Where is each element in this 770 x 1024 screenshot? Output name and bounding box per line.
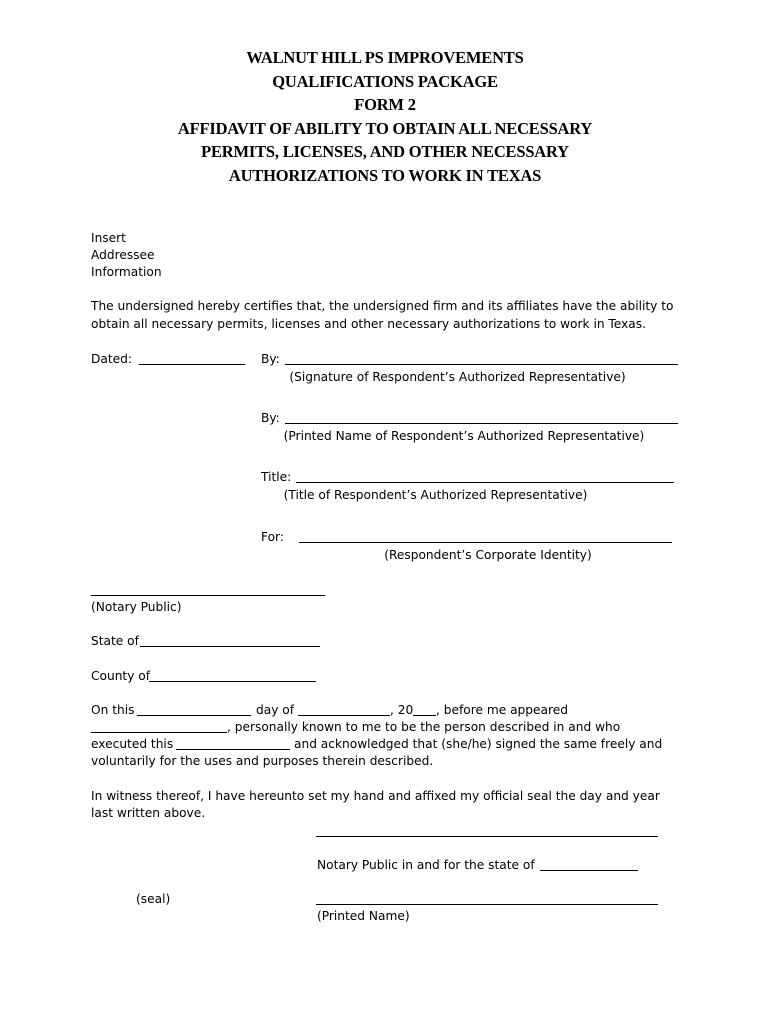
on-this-label: On this <box>91 703 135 717</box>
addressee-line-insert: Insert <box>91 231 126 245</box>
seal-label: (seal) <box>136 892 171 906</box>
corporate-identity-field-line[interactable] <box>299 542 672 543</box>
title-line-permits: PERMITS, LICENSES, AND OTHER NECESSARY <box>201 142 569 161</box>
executed-this-label: executed this <box>91 737 174 751</box>
by-printed-name-label: By: <box>261 411 280 425</box>
acknowledged-text: and acknowledged that (she/he) signed the same freely and <box>294 737 663 751</box>
for-label: For: <box>261 530 284 544</box>
form-title <box>0 46 770 187</box>
title-line-authorizations: AUTHORIZATIONS TO WORK IN TEXAS <box>228 165 542 185</box>
title-line-affidavit: AFFIDAVIT OF ABILITY TO OBTAIN ALL NECESSARY <box>177 118 593 138</box>
printed-name-label: (Printed Name) <box>317 909 410 923</box>
notary-official-signature-line[interactable] <box>316 836 658 837</box>
appeared-person-field-line[interactable] <box>91 732 227 733</box>
printed-name-caption: (Printed Name of Respondent’s Authorized Representative) <box>283 429 645 443</box>
witness-line-1: In witness thereof, I have hereunto set my hand and affixed my official seal the day and year <box>91 789 660 803</box>
state-of-label: State of <box>91 634 139 648</box>
year-field-line[interactable] <box>413 715 436 716</box>
title-line-package: QUALIFICATIONS PACKAGE <box>272 71 498 91</box>
corporate-identity-caption: (Respondent’s Corporate Identity) <box>384 548 592 562</box>
witness-line-2: last written above. <box>91 806 206 820</box>
personally-known-text: , personally known to me to be the person described in and who <box>227 720 621 734</box>
signature-caption: (Signature of Respondent’s Authorized Representative) <box>289 370 626 384</box>
printed-name-field-line[interactable] <box>285 423 678 424</box>
notary-state-label: Notary Public in and for the state of <box>317 858 535 872</box>
county-of-label: County of <box>91 669 151 683</box>
certification-line-2: obtain all necessary permits, licenses and other necessary authorizations to work in Texas. <box>91 317 646 331</box>
by-signature-label: By: <box>261 352 280 366</box>
notary-state-field-line[interactable] <box>540 870 638 871</box>
day-of-label: day of <box>256 703 295 717</box>
before-me-appeared: , before me appeared <box>436 703 568 717</box>
dated-label: Dated: <box>91 352 132 366</box>
month-field-line[interactable] <box>298 715 390 716</box>
year-prefix: , 20 <box>390 703 414 717</box>
title-line-form-number: FORM 2 <box>354 95 416 114</box>
on-this-field-line[interactable] <box>137 715 251 716</box>
signature-field-line[interactable] <box>285 364 678 365</box>
executed-document-field-line[interactable] <box>176 749 290 750</box>
county-field-line[interactable] <box>149 681 316 682</box>
notary-printed-name-line[interactable] <box>316 904 658 905</box>
certification-line-1: The undersigned hereby certifies that, the undersigned firm and its affiliates have the ability to <box>91 299 674 313</box>
notary-signature-line[interactable] <box>91 595 325 596</box>
title-label: Title: <box>261 470 292 484</box>
title-field-line[interactable] <box>296 482 674 483</box>
title-caption: (Title of Respondent’s Authorized Representative) <box>283 488 588 502</box>
notary-public-caption: (Notary Public) <box>91 600 182 614</box>
title-line-project: WALNUT HILL PS IMPROVEMENTS <box>246 48 524 67</box>
dated-field-line[interactable] <box>139 364 245 365</box>
addressee-line-information: Information <box>91 265 162 279</box>
addressee-line-addressee: Addressee <box>91 248 155 262</box>
voluntarily-text: voluntarily for the uses and purposes therein described. <box>91 754 434 768</box>
state-field-line[interactable] <box>140 646 320 647</box>
